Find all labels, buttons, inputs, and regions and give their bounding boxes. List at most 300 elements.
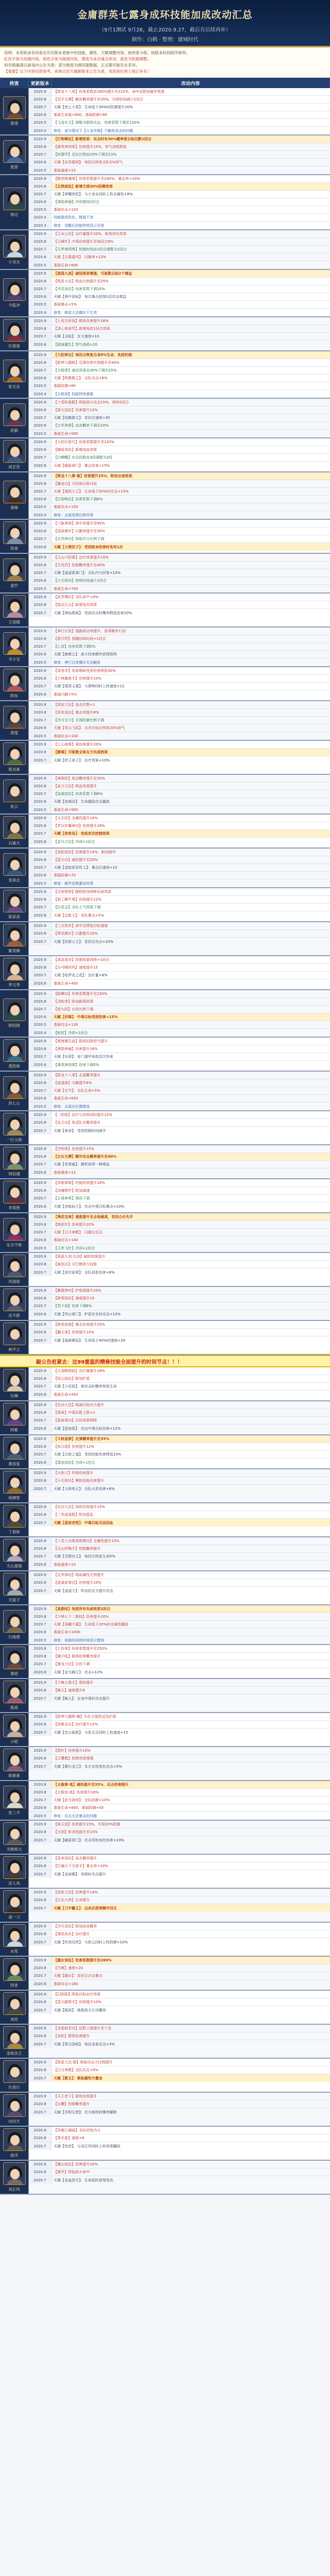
hero-cell <box>0 88 29 134</box>
change-text: 【易容术】伪装期间受到伤害降低30% <box>54 669 116 673</box>
change-row <box>29 1187 330 1195</box>
version-cell: 2020.7 <box>29 246 52 253</box>
version-cell: 2020.7 <box>29 1904 52 1912</box>
change-row <box>29 690 330 698</box>
change-list <box>29 1321 330 1354</box>
hero-block <box>0 317 330 351</box>
hero-cell <box>0 1571 29 1604</box>
version-cell: 2020.9 <box>29 1287 52 1294</box>
change-text: 天赋【总舵主】：全队暴击+5% <box>54 913 104 918</box>
version-cell: 2020.6 <box>29 724 52 732</box>
hero-block <box>0 438 330 472</box>
change-row <box>29 1111 330 1119</box>
hero-block <box>0 1213 330 1253</box>
change-list <box>29 1821 330 1854</box>
change-row <box>29 367 330 375</box>
change-text: 【高昌迷宫】控制效果持续+1回合 <box>54 958 110 962</box>
change-text: 天赋【酒中剑仙】：每次暴击获得1层攻击增益 <box>54 295 126 299</box>
hero-portrait-art <box>4 1891 26 1913</box>
change-text: 基础暴击+5% <box>54 302 77 307</box>
change-row <box>29 183 330 191</box>
change-row <box>29 341 330 348</box>
change-row <box>29 964 330 972</box>
hero-portrait-art <box>4 188 26 210</box>
change-text: 【毒掌】中毒层数上限+2 <box>54 1411 95 1415</box>
change-text: 基础闪避+5% <box>54 692 77 697</box>
change-text: 【蛛儿】速度提升8 <box>54 1688 85 1692</box>
hero-portrait-art <box>4 1369 26 1392</box>
change-row <box>29 643 330 651</box>
hero-cell <box>0 1991 29 2024</box>
change-row <box>29 1964 330 1972</box>
hero-portrait <box>3 1749 26 1771</box>
change-text: 天赋【药王弟子】：治疗效果+10% <box>54 758 110 762</box>
change-text: 修复：击退效果位移异常 <box>54 513 93 517</box>
version-cell: 2020.6 <box>29 1061 52 1069</box>
hero-cell <box>0 849 29 887</box>
change-text: 【七伤拳】伤害系数提升至250% <box>54 1647 108 1651</box>
change-text: 【指点江山】新增易伤效果 <box>54 603 97 607</box>
change-text: 【碧海潮生曲】群体扣除怒气提升 <box>54 1039 108 1043</box>
change-text: 【凌波微步】闪避率提升至30% <box>54 529 105 533</box>
change-row <box>29 709 330 717</box>
version-cell: 2020.9 <box>29 1645 52 1652</box>
change-text: 天赋【西毒】：中毒目标受到伤害+15% <box>52 1013 330 1021</box>
hero-cell <box>0 1713 29 1746</box>
hero-cell <box>0 1435 29 1468</box>
change-text: 【清心普善咒】新增免控1回合效果 <box>54 327 110 331</box>
version-cell: 2020.9 <box>29 2025 52 2032</box>
change-row <box>29 1579 330 1587</box>
hero-cell <box>0 2127 29 2160</box>
header-version: 更新版本 <box>29 78 52 88</box>
change-list <box>29 230 330 269</box>
version-cell: 2020.6 <box>29 1629 52 1636</box>
change-row <box>29 806 330 814</box>
change-text: 【太极剑·真】伤害提升18% <box>54 1790 99 1794</box>
change-text: 【灭剑】斩杀线提升至15% <box>54 1830 98 1834</box>
hero-portrait-art <box>4 1218 26 1241</box>
hero-portrait-art <box>4 854 26 876</box>
change-text: 【神照经】复活概率提升至30% <box>54 776 105 781</box>
hero-portrait <box>3 1181 26 1204</box>
version-cell: 2020.7 <box>29 717 52 724</box>
version-cell: 2020.9 <box>29 956 52 963</box>
change-text: 修复：反击无法暴击的问题 <box>54 1814 97 1818</box>
hero-name: 李莫愁 <box>8 1206 20 1210</box>
hero-portrait <box>3 2162 26 2185</box>
hero-name: 林平之 <box>8 1347 20 1352</box>
change-row <box>29 1605 330 1613</box>
hero-block <box>0 849 330 888</box>
change-row <box>29 956 330 964</box>
version-cell: 2020.6 <box>29 1668 52 1676</box>
hero-name: 水笙 <box>10 1949 18 1954</box>
version-cell: 2020.5 <box>29 732 52 740</box>
version-cell: 2020.5 <box>29 206 52 213</box>
version-cell: 2020.8 <box>29 1828 52 1836</box>
change-text: 【弹指神通】伤害提升16% <box>54 1047 98 1051</box>
change-row <box>29 1904 330 1912</box>
change-row <box>29 359 330 367</box>
change-text: 【苗家剑法】暴击率提升8% <box>54 710 100 715</box>
hero-portrait-art <box>4 596 26 618</box>
change-text: 【玄冥神掌】冰冻概率下调至20% <box>54 423 109 428</box>
change-row <box>29 1485 330 1493</box>
hero-portrait <box>3 1992 26 2015</box>
hero-portrait-art <box>4 1113 26 1136</box>
change-text: 【玄铁剑法】新增无视30%防御效果 <box>52 183 330 190</box>
hero-portrait-art <box>4 319 26 342</box>
version-cell: 2020.9 <box>29 1038 52 1045</box>
hero-portrait <box>3 1647 26 1669</box>
hero-name: 小昭 <box>10 1739 18 1744</box>
change-text: 天赋【刀中霸主】：击杀后获得额外回合 <box>52 1904 330 1912</box>
change-text: 【越女剑法】伤害系数提升至260% <box>52 1957 330 1964</box>
change-text: 【罗汉伏魔神功】伤害提升18% <box>54 824 105 828</box>
change-text: 【连城剑法】伤害系数下调6% <box>54 792 103 796</box>
change-row <box>29 2059 330 2066</box>
change-row <box>29 938 330 945</box>
version-cell: 2020.8 <box>29 1187 52 1194</box>
hero-cell <box>0 1367 29 1400</box>
change-row <box>29 325 330 333</box>
version-cell: 2020.8 <box>29 1045 52 1053</box>
change-row <box>29 1417 330 1425</box>
change-text: 【双手互搏】触发概率提升至35%，冷却时间减少1回合 <box>54 97 144 101</box>
hero-portrait-art <box>4 633 26 655</box>
hero-portrait <box>3 2128 26 2151</box>
version-cell: 2020.6 <box>29 1804 52 1811</box>
change-row <box>29 1862 330 1870</box>
change-text: 天赋【金面佛】：单挑时攻击提升 <box>54 1872 106 1876</box>
hero-portrait <box>3 924 26 946</box>
version-cell: 2020.9 <box>29 1367 52 1375</box>
version-cell: 2020.5 <box>29 1812 52 1820</box>
change-text: 【日月神教】全队攻击+8% <box>54 2068 98 2072</box>
hero-block <box>0 2161 330 2195</box>
change-row <box>29 1153 330 1161</box>
hero-cell <box>0 922 29 955</box>
page-credit: 制作：白鹤 · 整理：庸城时代 <box>131 37 199 43</box>
change-row <box>29 285 330 293</box>
change-text: 【小无相功】持续时间减少1回合 <box>54 579 107 583</box>
change-text: 【独孤九剑·总诀】破防效果提升 <box>54 1255 106 1259</box>
hero-portrait <box>3 1113 26 1136</box>
change-list <box>29 2127 330 2160</box>
change-text: 基础生命+900 <box>54 807 78 812</box>
change-row <box>29 1045 330 1053</box>
version-cell: 2020.9 <box>29 888 52 895</box>
change-row <box>29 601 330 609</box>
hero-portrait <box>3 2026 26 2049</box>
change-list <box>29 990 330 1037</box>
change-text: 【落英神剑掌】伤害下调5% <box>54 1062 100 1067</box>
change-row <box>29 159 330 166</box>
hero-portrait <box>3 235 26 258</box>
version-cell: 2020.8 <box>29 1653 52 1660</box>
change-list <box>29 1038 330 1071</box>
hero-portrait-art <box>4 1611 26 1633</box>
version-cell: 2020.7 <box>29 1553 52 1560</box>
version-cell: 2020.8 <box>29 1721 52 1728</box>
version-cell: 2020.8 <box>29 1153 52 1160</box>
change-row <box>29 1459 330 1466</box>
version-cell: 2020.7 <box>29 2006 52 2014</box>
change-row <box>29 1636 330 1644</box>
change-text: 【太玄经】全属性提升10% <box>54 816 98 820</box>
change-row <box>29 1613 330 1621</box>
change-text: 天赋【金毛狮王】：攻击+12% <box>54 1670 103 1674</box>
version-cell: 2020.8 <box>29 278 52 285</box>
hero-name: 任盈盈 <box>8 344 20 348</box>
hero-block <box>0 1537 330 1571</box>
version-cell: 2020.4 <box>29 309 52 316</box>
change-row <box>29 1561 330 1568</box>
change-row <box>29 333 330 341</box>
version-cell: 2020.6 <box>29 496 52 503</box>
hero-cell <box>0 1469 29 1502</box>
hero-portrait <box>3 403 26 426</box>
change-row <box>29 270 330 278</box>
version-cell: 2020.8 <box>29 1443 52 1450</box>
hero-block <box>0 1503 330 1537</box>
change-text: 【软猬甲】反伤比例由20%下调至15% <box>54 152 117 157</box>
change-text: 天赋【紫衫龙王】：友方女性角色攻击+5% <box>54 1764 122 1769</box>
hero-cell <box>0 1401 29 1434</box>
version-cell: 2020.8 <box>29 896 52 903</box>
change-row <box>29 2127 330 2134</box>
version-cell: 2020.7 <box>29 1694 52 1702</box>
hero-block <box>0 351 330 399</box>
version-cell: 2020.8 <box>29 406 52 414</box>
hero-block <box>0 1111 330 1145</box>
change-row <box>29 399 330 406</box>
change-text: 【生死符】控制概率提升至40% <box>54 563 105 567</box>
version-cell: 2020.7 <box>29 938 52 945</box>
change-list <box>29 1713 330 1746</box>
hero-portrait-art <box>4 743 26 765</box>
change-list <box>29 520 330 553</box>
version-cell: 2020.9 <box>29 741 52 748</box>
hero-portrait-art <box>4 1823 26 1845</box>
hero-cell <box>0 399 29 437</box>
change-row <box>29 1713 330 1721</box>
version-cell: 2020.9 <box>29 1713 52 1720</box>
change-row <box>29 651 330 658</box>
version-cell: 2020.7 <box>29 333 52 340</box>
change-text: 【天山六阳掌】治疗效果提升15% <box>54 555 109 560</box>
hero-cell <box>0 1889 29 1922</box>
change-text: 基础生命+1000 <box>54 1630 80 1634</box>
change-text: 天赋【侠客岛】：免疫首次控制效果 <box>52 830 330 837</box>
change-row <box>29 911 330 919</box>
hero-portrait-art <box>4 1255 26 1277</box>
hero-name: 丁春秋 <box>8 1530 20 1534</box>
change-row <box>29 1221 330 1229</box>
version-cell: 2020.7 <box>29 1660 52 1668</box>
hero-block <box>0 701 330 741</box>
change-row <box>29 1781 330 1789</box>
version-cell: 2020.8 <box>29 1930 52 1938</box>
change-row <box>29 577 330 585</box>
change-row <box>29 732 330 740</box>
hero-portrait <box>3 521 26 544</box>
change-row <box>29 1629 330 1636</box>
hero-portrait <box>3 1890 26 1913</box>
change-row <box>29 1687 330 1694</box>
change-row <box>29 1938 330 1946</box>
hero-cell <box>0 1287 29 1320</box>
change-text: 天赋【东邪】：奇门遁甲免疫首次伤害 <box>54 1055 113 1059</box>
hero-name: 程灵素 <box>8 767 20 772</box>
change-text: 【屠龙刀法】自伤下调 <box>54 1662 90 1666</box>
change-row <box>29 1728 330 1736</box>
version-cell: 2020.8 <box>29 325 52 332</box>
version-cell: 2020.9 <box>29 1321 52 1328</box>
hero-name: 王语嫣 <box>8 620 20 624</box>
version-cell: 2020.9 <box>29 230 52 238</box>
change-text: 天赋【教主】：吸取属性可叠加 <box>52 2074 330 2082</box>
version-cell: 2020.5 <box>29 585 52 592</box>
change-row <box>29 749 330 756</box>
change-row <box>29 1435 330 1443</box>
change-row <box>29 554 330 562</box>
version-cell: 2020.7 <box>29 683 52 690</box>
change-text: 【神行百变】逃跑成功率提升，获得额外行动 <box>54 629 126 633</box>
change-row <box>29 88 330 96</box>
hero-name: 段誉 <box>10 546 18 551</box>
change-text: 【蒙汗药】昏睡持续时间+1回合 <box>54 637 106 641</box>
change-text: 【慕容剑法】冷却+1回合 <box>54 1460 95 1465</box>
hero-cell <box>0 815 29 848</box>
change-text: 修复：易筋经持续时间显示错误 <box>54 1638 104 1642</box>
change-row <box>29 1660 330 1668</box>
change-text: 【翻天掌】伤害提升10% <box>54 1330 94 1334</box>
change-row <box>29 2161 330 2168</box>
change-text: 【空明拳】伤害提升15% <box>54 1147 94 1151</box>
change-row <box>29 1821 330 1828</box>
version-cell: 2020.8 <box>29 783 52 790</box>
version-cell: 2020.5 <box>29 119 52 126</box>
version-cell: 2020.7 <box>29 1127 52 1134</box>
hero-block <box>0 2059 330 2093</box>
hero-name: 张三丰 <box>8 1810 20 1815</box>
hero-name: 张无忌 <box>8 384 20 389</box>
change-text: 【化功大法】持续伤害提升15% <box>54 1505 105 1509</box>
change-text: 天赋【华山掌门】：护盾存在时攻击+10% <box>54 1312 121 1316</box>
version-cell: 2020.9 <box>29 1747 52 1754</box>
change-text: 【金乌刀法】冷却+1回合 <box>54 839 95 844</box>
hero-block <box>0 1321 330 1355</box>
version-cell: 2020.9 <box>29 317 52 325</box>
change-text: 【小无相功】模拟技能伤害提升 <box>54 1479 104 1483</box>
change-text: 【火焰刀】灼烧伤害提升 <box>54 1471 93 1475</box>
change-text: 【少林七十二绝技】伤害提升20% <box>54 1615 109 1619</box>
change-text: 基础生命+400 <box>54 981 78 986</box>
hero-cell <box>0 1038 29 1071</box>
change-text: 天赋【明教教主】：全队攻击+6% <box>54 376 108 380</box>
version-cell: 2020.6 <box>29 293 52 300</box>
hero-portrait <box>3 278 26 301</box>
change-list <box>29 701 330 740</box>
version-cell: 2020.9 <box>29 1923 52 1930</box>
note-line: 如有错漏请以游戏内公告为准；部分数值为测试服数据，正式服可能存在差异。 <box>4 63 140 67</box>
change-row <box>29 1095 330 1103</box>
change-row <box>29 569 330 577</box>
change-row <box>29 1253 330 1261</box>
change-row <box>29 1755 330 1762</box>
change-row <box>29 1789 330 1797</box>
version-cell: 2020.7 <box>29 1087 52 1094</box>
hero-portrait-art <box>4 440 26 463</box>
change-list <box>29 2025 330 2058</box>
change-row <box>29 214 330 222</box>
change-row <box>29 278 330 285</box>
change-text: 基础防御+70 <box>54 873 76 877</box>
hero-portrait <box>3 1539 26 1562</box>
change-row <box>29 879 330 887</box>
hero-portrait <box>3 481 26 503</box>
hero-portrait-art <box>4 1289 26 1311</box>
hero-portrait <box>3 1403 26 1426</box>
version-cell: 2020.4 <box>29 511 52 519</box>
change-list <box>29 175 330 229</box>
change-row <box>29 585 330 592</box>
hero-name: 周伯通 <box>8 1172 20 1176</box>
change-row <box>29 1571 330 1579</box>
change-list <box>29 554 330 592</box>
change-text: 【落花流水】治疗提升 <box>54 1932 90 1936</box>
change-text: 【独孤九剑】破招效果增强，可驱散目标2个增益 <box>52 270 330 277</box>
hero-block <box>0 922 330 956</box>
change-row <box>29 2040 330 2048</box>
version-cell: 2020.7 <box>29 864 52 871</box>
hero-block <box>0 520 330 554</box>
change-list <box>29 1435 330 1468</box>
change-row <box>29 1553 330 1561</box>
hero-name: 风清扬 <box>8 1279 20 1284</box>
change-row <box>29 998 330 1006</box>
hero-cell <box>0 472 29 519</box>
hero-portrait-art <box>4 2163 26 2185</box>
hero-name: 韦小宝 <box>8 656 20 662</box>
hero-block <box>0 1253 330 1287</box>
hero-cell <box>0 1923 29 1956</box>
version-cell: 2020.7 <box>29 1383 52 1390</box>
change-text: 【冷月剑法】附加冰冻概率 <box>54 1924 97 1928</box>
hero-portrait <box>3 440 26 463</box>
change-text: 【乾坤大挪移】反弹伤害比例提升至40% <box>54 361 120 365</box>
change-text: 天赋【逍遥子】：传功给友方提升攻击 <box>54 1588 113 1593</box>
change-row <box>29 724 330 732</box>
hero-portrait <box>3 632 26 655</box>
change-list <box>29 1923 330 1956</box>
hero-cell <box>0 520 29 553</box>
version-cell: 2020.8 <box>29 1409 52 1416</box>
change-list <box>29 1957 330 1990</box>
change-text: 【天山折梅手】控制概率提升 <box>54 1547 101 1551</box>
change-text: 基础攻击+100 <box>54 734 78 738</box>
version-cell: 2020.7 <box>29 367 52 374</box>
hero-cell <box>0 1781 29 1820</box>
version-cell: 2020.8 <box>29 998 52 1005</box>
version-cell: 2020.4 <box>29 390 52 398</box>
change-row <box>29 1797 330 1804</box>
hero-cell <box>0 270 29 316</box>
change-text: 【逆九阴】自伤比例下调 <box>54 1007 93 1011</box>
version-cell: 2020.6 <box>29 911 52 919</box>
